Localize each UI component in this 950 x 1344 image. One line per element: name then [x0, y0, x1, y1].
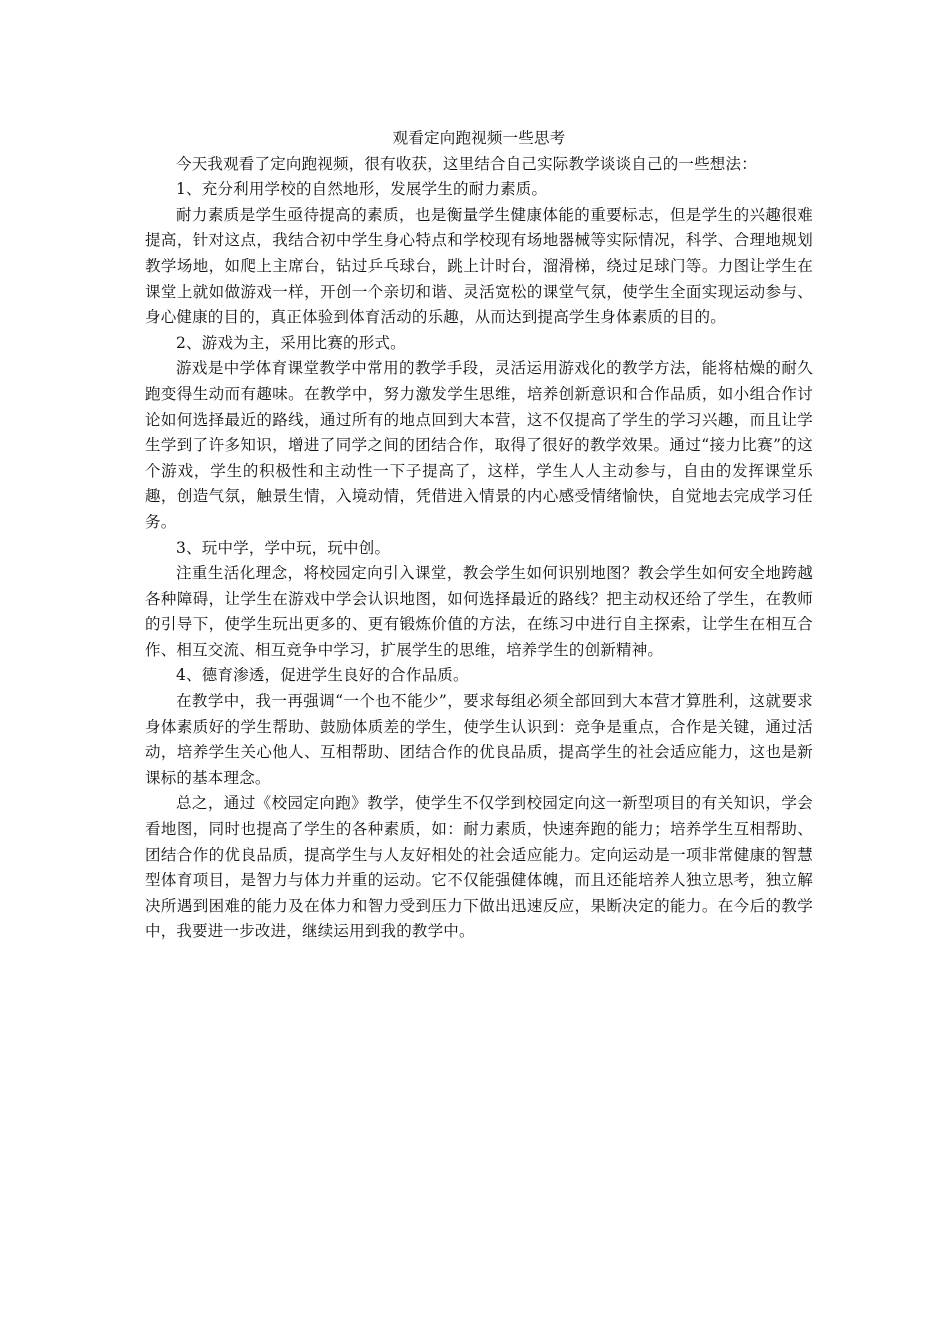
- conclusion-paragraph: 总之，通过《校园定向跑》教学，使学生不仅学到校园定向这一新型项目的有关知识，学会看地图，同时也提高了学生的各种素质，如：耐力素质，快速奔跑的能力；培养学生互相帮助、团结合作的优良品质，提高学生与人友好相处的社会适应能力。定向运动是一项非常健康的智慧型体育项目，是智力与体力并重的运动。它不仅能强健体魄，而且还能培养人独立思考，独立解决所遇到困难的能力及在体力和智力受到压力下做出迅速反应，果断决定的能力。在今后的教学中，我要进一步改进，继续运用到我的教学中。: [145, 794, 813, 941]
- section-heading-1: 1、充分利用学校的自然地形，发展学生的耐力素质。: [176, 180, 548, 199]
- section-heading-4: 4、德育渗透，促进学生良好的合作品质。: [176, 666, 469, 685]
- body-paragraph-2: 游戏是中学体育课堂教学中常用的教学手段，灵活运用游戏化的教学方法，能将枯燥的耐久跑变得生动而有趣味。在教学中，努力激发学生思维，培养创新意识和合作品质，如小组合作讨论如何选择最近的路线，通过所有的地点回到大本营，这不仅提高了学生的学习兴趣，而且让学生学到了许多知识，增进了同学之间的团结合作，取得了很好的教学效果。通过“接力比赛”的这个游戏，学生的积极性和主动性一下子提高了，这样，学生人人主动参与，自由的发挥课堂乐趣，创造气氛，触景生情，入境动情，凭借进入情景的内心感受情绪愉快，自觉地去完成学习任务。: [145, 359, 813, 531]
- section-heading-3: 3、玩中学，学中玩，玩中创。: [176, 538, 391, 557]
- body-paragraph-4: 在教学中，我一再强调“一个也不能少”，要求每组必须全部回到大本营才算胜利，这就要求身体素质好的学生帮助、鼓励体质差的学生，使学生认识到：竞争是重点，合作是关键，通过活动，培养学生关心他人、互相帮助、团结合作的优良品质，提高学生的社会适应能力，这也是新课标的基本理念。: [145, 692, 813, 787]
- document-title: 观看定向跑视频一些思考: [392, 129, 566, 147]
- intro-paragraph: 今天我观看了定向跑视频，很有收获，这里结合自己实际教学谈谈自己的一些想法：: [176, 154, 757, 173]
- section-heading-2: 2、游戏为主，采用比赛的形式。: [176, 333, 406, 352]
- document-page: [145, 126, 813, 945]
- body-paragraph-1: 耐力素质是学生亟待提高的素质，也是衡量学生健康体能的重要标志，但是学生的兴趣很难提高，针对这点，我结合初中学生身心特点和学校现有场地器械等实际情况，科学、合理地规划教学场地，如爬上主席台，钻过乒乓球台，跳上计时台，溜滑梯，绕过足球门等。力图让学生在课堂上就如做游戏一样，开创一个亲切和谐、灵活宽松的课堂气氛，使学生全面实现运动参与、身心健康的目的，真正体验到体育活动的乐趣，从而达到提高学生身体素质的目的。: [145, 205, 813, 327]
- body-paragraph-3: 注重生活化理念，将校园定向引入课堂，教会学生如何识别地图？教会学生如何安全地跨越各种障碍，让学生在游戏中学会认识地图，如何选择最近的路线？把主动权还给了学生，在教师的引导下，使学生玩出更多的、更有锻炼价值的方法，在练习中进行自主探索，让学生在相互合作、相互交流、相互竞争中学习，扩展学生的思维，培养学生的创新精神。: [145, 564, 813, 659]
